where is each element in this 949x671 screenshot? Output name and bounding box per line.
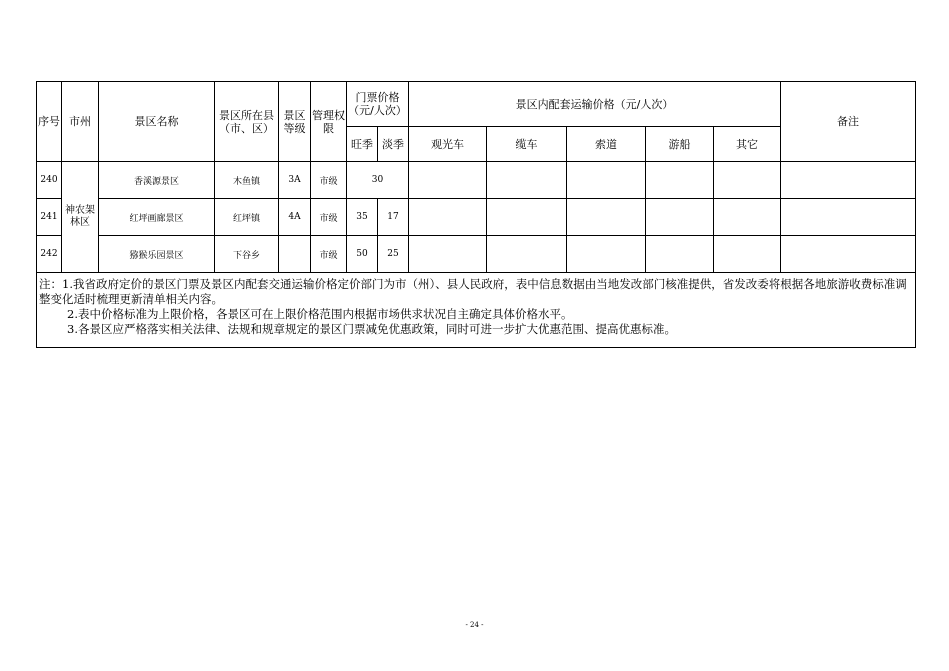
header-other: 其它 bbox=[714, 127, 781, 162]
note-1: 注：1.我省政府定价的景区门票及景区内配套交通运输价格定价部门为市（州）、县人民政府，表中信息数据由当地发改部门核准提供，省发改委将根据各地旅游收费标准调整变化适时梳理更新清单相关内容。 bbox=[39, 277, 907, 306]
cell-grade bbox=[279, 236, 311, 273]
cell-seq: 240 bbox=[37, 162, 62, 199]
cell-name: 香溪源景区 bbox=[99, 162, 215, 199]
header-ticket: 门票价格（元/人次） bbox=[347, 82, 409, 127]
cell-seq: 242 bbox=[37, 236, 62, 273]
cell-authority: 市级 bbox=[311, 199, 347, 236]
table-row bbox=[37, 162, 916, 199]
header-cable-car: 缆车 bbox=[487, 127, 567, 162]
cell-off: 17 bbox=[378, 199, 409, 236]
note-3: 3.各景区应严格落实相关法律、法规和规章规定的景区门票减免优惠政策，同时可进一步扩大优惠范围、提高优惠标准。 bbox=[67, 322, 676, 336]
cell-name: 红坪画廊景区 bbox=[99, 199, 215, 236]
cell-ticket: 30 bbox=[347, 162, 409, 199]
scenic-price-table bbox=[36, 81, 916, 348]
header-peak: 旺季 bbox=[347, 127, 378, 162]
cell-grade: 4A bbox=[279, 199, 311, 236]
header-county: 景区所在县（市、区） bbox=[215, 82, 279, 162]
cell-off: 25 bbox=[378, 236, 409, 273]
header-transport: 景区内配套运输价格（元/人次） bbox=[409, 82, 781, 127]
table-row bbox=[37, 236, 916, 273]
header-grade: 景区等级 bbox=[279, 82, 311, 162]
header-authority: 管理权限 bbox=[311, 82, 347, 162]
table-row bbox=[37, 199, 916, 236]
header-ropeway: 索道 bbox=[567, 127, 646, 162]
cell-county: 下谷乡 bbox=[215, 236, 279, 273]
header-name: 景区名称 bbox=[99, 82, 215, 162]
cell-peak: 50 bbox=[347, 236, 378, 273]
cell-city: 神农架林区 bbox=[62, 162, 99, 273]
header-sightseeing-car: 观光车 bbox=[409, 127, 487, 162]
cell-grade: 3A bbox=[279, 162, 311, 199]
cell-name: 猕猴乐园景区 bbox=[99, 236, 215, 273]
page-number: - 24 - bbox=[465, 621, 484, 629]
notes bbox=[37, 273, 916, 348]
header-remark: 备注 bbox=[781, 82, 916, 162]
cell-peak: 35 bbox=[347, 199, 378, 236]
cell-county: 木鱼镇 bbox=[215, 162, 279, 199]
header-off: 淡季 bbox=[378, 127, 409, 162]
note-2: 2.表中价格标准为上限价格，各景区可在上限价格范围内根据市场供求状况自主确定具体价格水平。 bbox=[67, 307, 573, 321]
header-seq: 序号 bbox=[37, 82, 62, 162]
cell-seq: 241 bbox=[37, 199, 62, 236]
cell-authority: 市级 bbox=[311, 236, 347, 273]
cell-county: 红坪镇 bbox=[215, 199, 279, 236]
header-city: 市州 bbox=[62, 82, 99, 162]
header-boat: 游船 bbox=[646, 127, 714, 162]
cell-authority: 市级 bbox=[311, 162, 347, 199]
